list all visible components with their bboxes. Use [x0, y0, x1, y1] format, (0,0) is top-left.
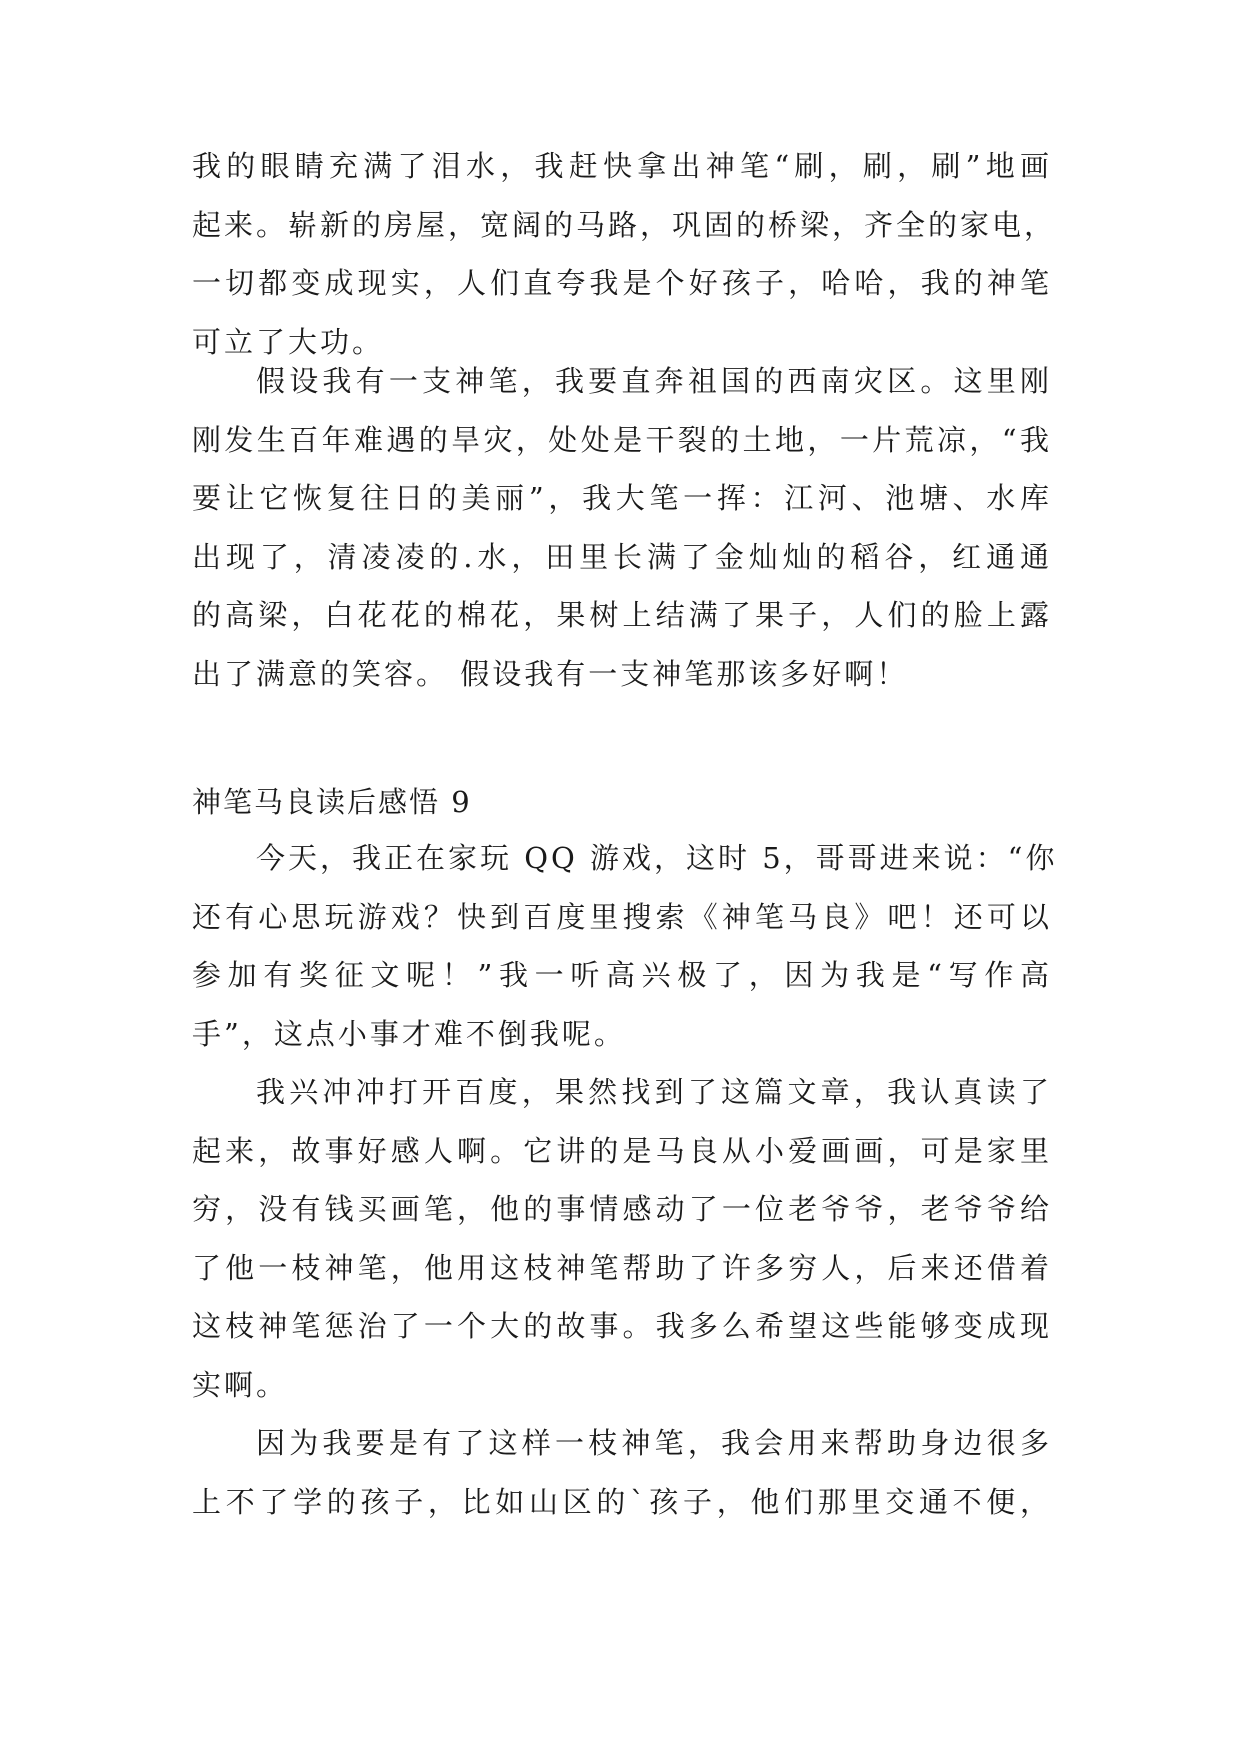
text-line: 今天，我正在家玩 QQ 游戏，这时 5，哥哥进来说：“你: [256, 841, 1058, 875]
text-line: 手”，这点小事才难不倒我呢。: [192, 1016, 626, 1051]
text-line: 出现了，清凌凌的.水，田里长满了金灿灿的稻谷，红通通: [192, 539, 1052, 574]
text-line: 可立了大功。: [192, 324, 385, 359]
paragraph-5: [192, 1414, 1052, 1531]
section-heading: 神笔马良读后感悟 9: [192, 785, 472, 819]
paragraph-4: [192, 1063, 1052, 1414]
text-line: 还有心思玩游戏？快到百度里搜索《神笔马良》吧！还可以: [192, 899, 1052, 934]
paragraph-1: [192, 137, 1057, 371]
paragraph-3: [192, 829, 1058, 1063]
text-line: 起来，故事好感人啊。它讲的是马良从小爱画画，可是家里: [192, 1133, 1052, 1168]
text-line: 我的眼睛充满了泪水，我赶快拿出神笔“刷，刷，刷”地画: [192, 149, 1052, 183]
text-line: 参加有奖征文呢！”我一听高兴极了，因为我是“写作高: [192, 958, 1052, 992]
text-line: 的高梁，白花花的棉花，果树上结满了果子，人们的脸上露: [192, 598, 1052, 632]
text-line: 因为我要是有了这样一枝神笔，我会用来帮助身边很多: [256, 1426, 1052, 1460]
text-line: 假设我有一支神笔，我要直奔祖国的西南灾区。这里刚: [256, 364, 1052, 398]
text-line: 我兴冲冲打开百度，果然找到了这篇文章，我认真读了: [256, 1075, 1052, 1109]
text-line: 穷，没有钱买画笔，他的事情感动了一位老爷爷，老爷爷给: [192, 1192, 1052, 1226]
text-line: 刚发生百年难遇的旱灾，处处是干裂的土地，一片荒凉，“我: [192, 422, 1052, 457]
text-line: 起来。崭新的房屋，宽阔的马路，巩固的桥梁，齐全的家电，: [192, 207, 1057, 242]
text-line: 这枝神笔惩治了一个大的故事。我多么希望这些能够变成现: [192, 1309, 1052, 1343]
text-line: 实啊。: [192, 1367, 289, 1402]
text-line: 出了满意的笑容。 假设我有一支神笔那该多好啊！: [192, 656, 909, 691]
text-line: 了他一枝神笔，他用这枝神笔帮助了许多穷人，后来还借着: [192, 1250, 1052, 1285]
section-heading-block: [192, 773, 1052, 832]
paragraph-2: [192, 352, 1052, 703]
text-line: 一切都变成现实，人们直夸我是个好孩子，哈哈，我的神笔: [192, 266, 1052, 300]
text-line: 要让它恢复往日的美丽”，我大笔一挥：江河、池塘、水库: [192, 481, 1052, 515]
text-line: 上不了学的孩子，比如山区的`孩子，他们那里交通不便，: [192, 1484, 1052, 1519]
